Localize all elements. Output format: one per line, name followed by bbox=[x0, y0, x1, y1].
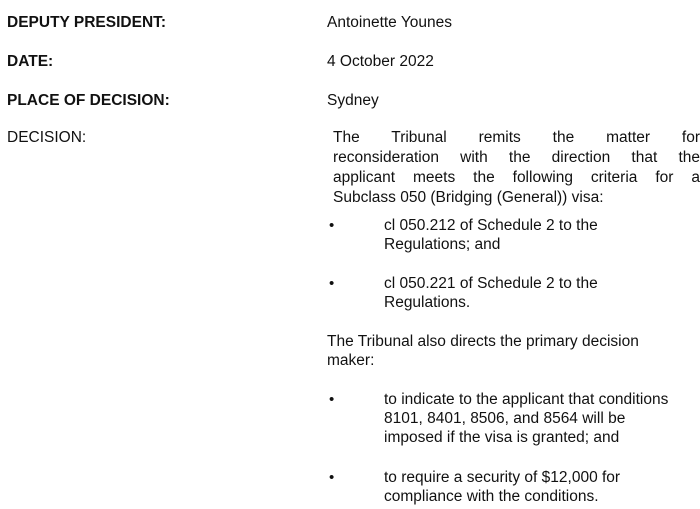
criteria-2-line-2: Regulations. bbox=[384, 294, 471, 311]
criteria-1-line-1: cl 050.212 of Schedule 2 to the bbox=[384, 217, 598, 234]
also-directs-line-2: maker: bbox=[327, 352, 375, 369]
intro-line-1: The Tribunal remits the matter for bbox=[333, 129, 700, 146]
intro-line-3: applicant meets the following criteria for a bbox=[333, 169, 700, 186]
decision-label: DECISION: bbox=[7, 129, 87, 146]
deputy-president-value: Antoinette Younes bbox=[327, 14, 452, 31]
intro-line-4: Subclass 050 (Bridging (General)) visa: bbox=[333, 189, 604, 206]
criteria-1-line-2: Regulations; and bbox=[384, 236, 501, 253]
direction-1-line-3: imposed if the visa is granted; and bbox=[384, 429, 620, 446]
direction-1-line-1: to indicate to the applicant that conditions bbox=[384, 391, 669, 408]
bullet-icon: • bbox=[329, 217, 335, 234]
bullet-icon: • bbox=[329, 391, 335, 408]
direction-2-line-1: to require a security of $12,000 for bbox=[384, 469, 621, 486]
bullet-icon: • bbox=[329, 275, 335, 292]
direction-2-line-2: compliance with the conditions. bbox=[384, 488, 599, 505]
date-label: DATE: bbox=[7, 53, 54, 70]
intro-line-2: reconsideration with the direction that the bbox=[333, 149, 700, 166]
deputy-president-label: DEPUTY PRESIDENT: bbox=[7, 14, 167, 31]
direction-1-line-2: 8101, 8401, 8506, and 8564 will be bbox=[384, 410, 626, 427]
also-directs-line-1: The Tribunal also directs the primary decision bbox=[327, 333, 639, 350]
place-of-decision-label: PLACE OF DECISION: bbox=[7, 92, 170, 109]
date-value: 4 October 2022 bbox=[327, 53, 434, 70]
bullet-icon: • bbox=[329, 469, 335, 486]
place-of-decision-value: Sydney bbox=[327, 92, 379, 109]
criteria-2-line-1: cl 050.221 of Schedule 2 to the bbox=[384, 275, 598, 292]
